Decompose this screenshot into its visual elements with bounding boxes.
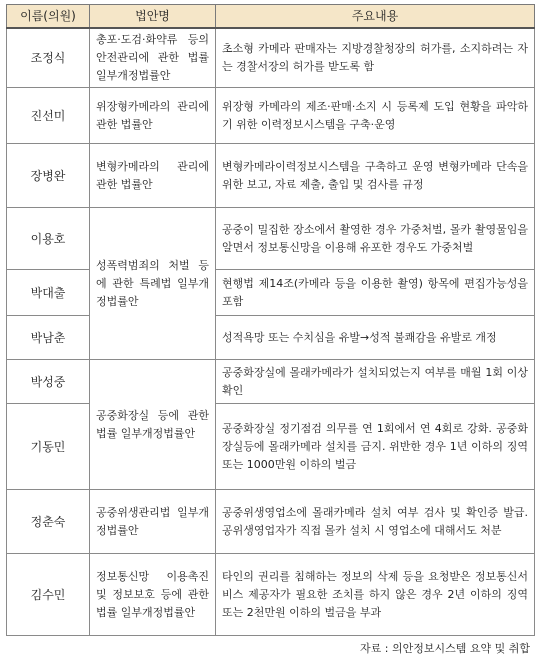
legislator-name: 진선미 [7,88,90,144]
bill-name: 공중위생관리법 일부개정법률안 [90,490,216,554]
header-name: 이름(의원) [7,5,90,29]
legislator-name: 조정식 [7,28,90,88]
table-row [7,144,535,208]
bill-content: 현행법 제14조(카메라 등을 이용한 촬영) 항목에 편집가능성을 포함 [216,270,535,316]
legislator-name: 장병완 [7,144,90,208]
bill-table [6,4,535,636]
table-row [7,360,535,404]
table-row [7,28,535,88]
bill-content: 변형카메라이력정보시스템을 구축하고 운영 변형카메라 단속을 위한 보고, 자료 제출, 출입 및 검사를 규정 [216,144,535,208]
table-row [7,554,535,636]
table-row [7,316,535,360]
legislator-name: 박남춘 [7,316,90,360]
bill-content: 공중이 밀집한 장소에서 촬영한 경우 가중처벌, 몰카 촬영물임을 알면서 정보통신망을 이용해 유포한 경우도 가중처벌 [216,208,535,270]
table-row [7,208,535,270]
bill-content: 타인의 권리를 침해하는 정보의 삭제 등을 요청받은 정보통신서비스 제공자가 필요한 조치를 하지 않은 경우 2년 이하의 징역 또는 2천만원 이하의 벌금을 부과 [216,554,535,636]
table-row [7,404,535,490]
table-row [7,270,535,316]
legislator-name: 기동민 [7,404,90,490]
source-note: 자료 : 의안정보시스템 요약 및 취합 [360,642,530,655]
bill-content: 위장형 카메라의 제조·판매·소지 시 등록제 도입 현황을 파악하기 위한 이력정보시스템을 구축·운영 [216,88,535,144]
bill-name: 성폭력범죄의 처벌 등에 관한 특례법 일부개정법률안 [90,208,216,360]
table-header-row [7,5,535,29]
header-bill: 법안명 [90,5,216,29]
bill-name: 총포·도검·화약류 등의 안전관리에 관한 법률 일부개정법률안 [90,28,216,88]
header-content: 주요내용 [216,5,535,29]
table-row [7,88,535,144]
bill-name: 변형카메라의 관리에 관한 법률안 [90,144,216,208]
legislator-name: 김수민 [7,554,90,636]
bill-content: 공중위생영업소에 몰래카메라 설치 여부 검사 및 확인증 발급. 공위생영업자가 직접 몰카 설치 시 영업소에 대해서도 처분 [216,490,535,554]
legislator-name: 이용호 [7,208,90,270]
bill-content: 성적욕망 또는 수치심을 유발→성적 불쾌감을 유발로 개정 [216,316,535,360]
table-row [7,490,535,554]
legislator-name: 박성중 [7,360,90,404]
bill-content: 공중화장실에 몰래카메라가 설치되었는지 여부를 매월 1회 이상 확인 [216,360,535,404]
bill-name: 정보통신망 이용촉진 및 정보보호 등에 관한 법률 일부개정법률안 [90,554,216,636]
legislator-name: 박대출 [7,270,90,316]
bill-name: 공중화장실 등에 관한 법률 일부개정법률안 [90,360,216,490]
bill-content: 공중화장실 정기점검 의무를 연 1회에서 연 4회로 강화. 공중화장실등에 몰래카메라 설치를 금지. 위반한 경우 1년 이하의 징역 또는 1000만원 이하의 벌금 [216,404,535,490]
legislator-name: 정춘숙 [7,490,90,554]
bill-content: 초소형 카메라 판매자는 지방경찰청장의 허가를, 소지하려는 자는 경찰서장의 허가를 받도록 함 [216,28,535,88]
bill-name: 위장형카메라의 관리에 관한 법률안 [90,88,216,144]
